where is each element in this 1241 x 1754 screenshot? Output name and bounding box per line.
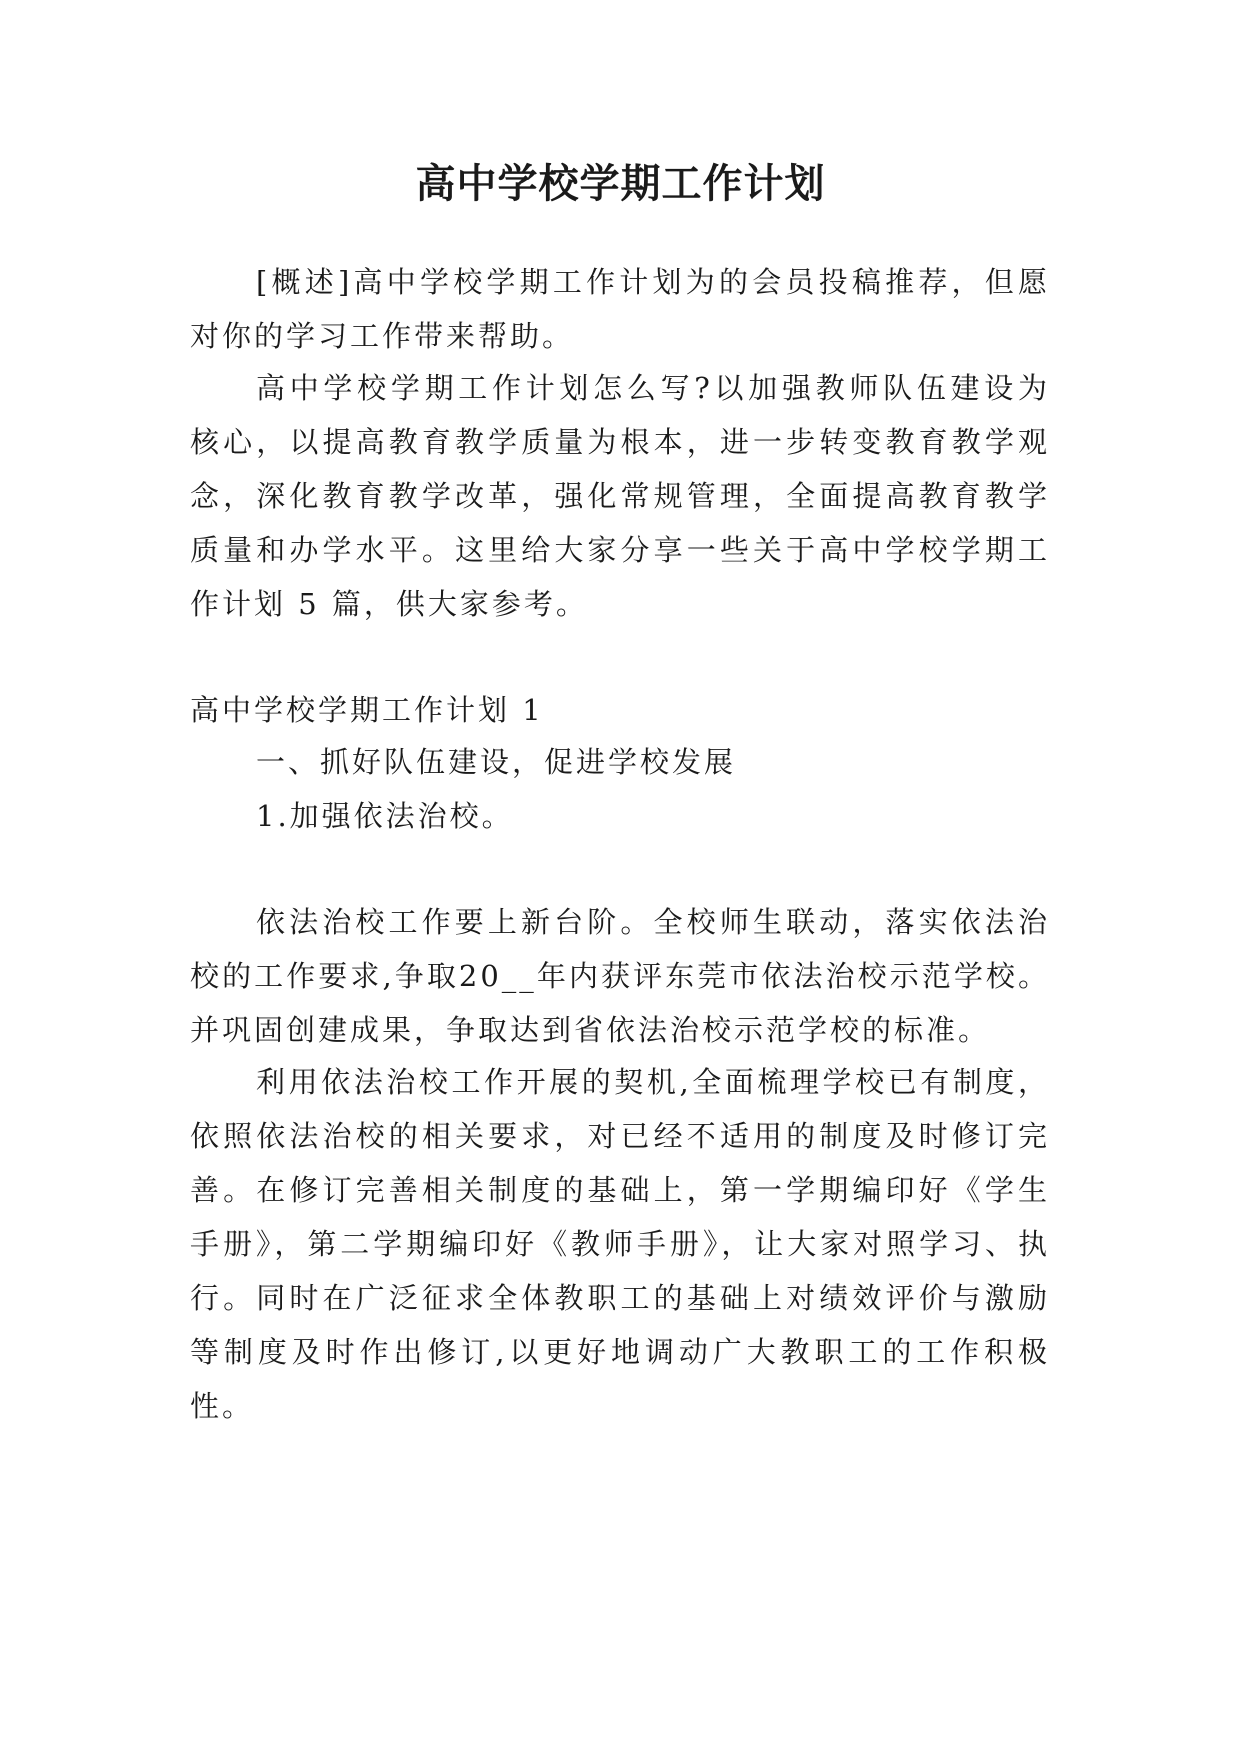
para2-line-2: 依照依法治校的相关要求，对已经不适用的制度及时修订完 bbox=[190, 1119, 1050, 1153]
para1-line-1: 依法治校工作要上新台阶。全校师生联动，落实依法治 bbox=[256, 905, 1050, 939]
para2-line-7: 性。 bbox=[190, 1389, 255, 1423]
para1-line-3: 并巩固创建成果，争取达到省依法治校示范学校的标准。 bbox=[190, 1013, 991, 1047]
section-subheading: 一、抓好队伍建设，促进学校发展 bbox=[256, 745, 737, 779]
summary-line-1: 高中学校学期工作计划怎么写?以加强教师队伍建设为 bbox=[256, 371, 1050, 405]
document-body bbox=[190, 0, 1050, 1754]
para1-line-2: 校的工作要求,争取20__年内获评东莞市依法治校示范学校。 bbox=[190, 959, 1050, 993]
document-title: 高中学校学期工作计划 bbox=[415, 160, 826, 207]
para2-line-6: 等制度及时作出修订,以更好地调动广大教职工的工作积极 bbox=[190, 1335, 1050, 1369]
summary-line-2: 核心，以提高教育教学质量为根本，进一步转变教育教学观 bbox=[190, 425, 1050, 459]
para2-line-1: 利用依法治校工作开展的契机,全面梳理学校已有制度， bbox=[256, 1065, 1050, 1099]
intro-line-2: 对你的学习工作带来帮助。 bbox=[190, 319, 575, 353]
section-item: 1.加强依法治校。 bbox=[256, 799, 514, 833]
para2-line-3: 善。在修订完善相关制度的基础上，第一学期编印好《学生 bbox=[190, 1173, 1050, 1207]
summary-line-4: 质量和办学水平。这里给大家分享一些关于高中学校学期工 bbox=[190, 533, 1050, 567]
para2-line-4: 手册》，第二学期编印好《教师手册》，让大家对照学习、执 bbox=[190, 1227, 1050, 1261]
summary-line-3: 念，深化教育教学改革，强化常规管理，全面提高教育教学 bbox=[190, 479, 1050, 513]
intro-line-1: [概述]高中学校学期工作计划为的会员投稿推荐，但愿 bbox=[256, 265, 1050, 299]
section-heading: 高中学校学期工作计划 1 bbox=[190, 693, 544, 727]
para2-line-5: 行。同时在广泛征求全体教职工的基础上对绩效评价与激励 bbox=[190, 1281, 1050, 1315]
summary-line-5: 作计划 5 篇，供大家参考。 bbox=[190, 587, 588, 621]
